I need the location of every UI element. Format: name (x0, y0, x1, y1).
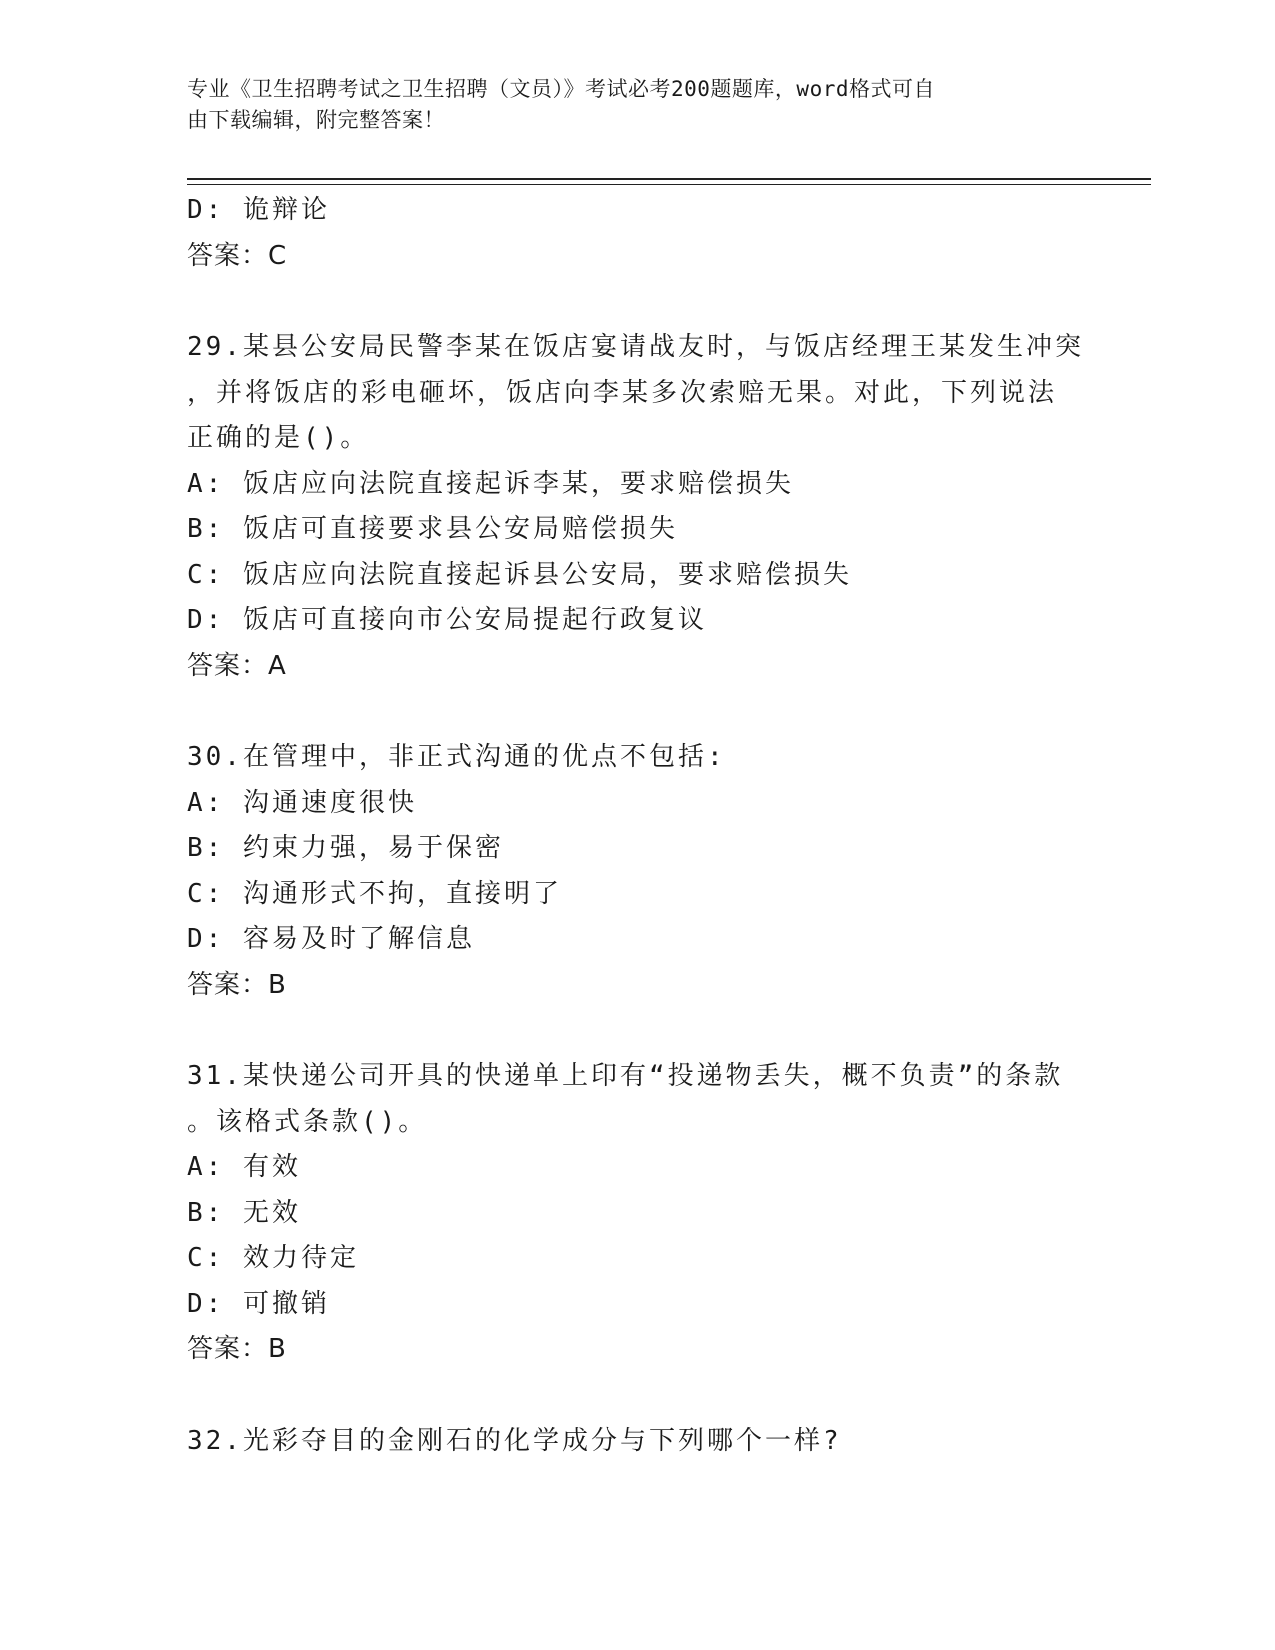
question-29-stem-1: 29.某县公安局民警李某在饭店宴请战友时，与饭店经理王某发生冲突 (187, 332, 1084, 362)
question-31-option-d: D: 可撤销 (187, 1288, 330, 1319)
question-29-option-c: C: 饭店应向法院直接起诉县公安局，要求赔偿损失 (187, 559, 852, 590)
question-29-stem-2: ，并将饭店的彩电砸坏，饭店向李某多次索赔无果。对此，下列说法 (187, 377, 1058, 408)
question-29-answer: 答案：A (187, 650, 287, 681)
question-31-option-a: A: 有效 (187, 1152, 301, 1182)
header-line-2: 由下载编辑，附完整答案！ (187, 108, 445, 132)
question-32 (187, 1419, 1087, 1465)
header-line-1: 专业《卫生招聘考试之卫生招聘（文员）》考试必考200题题库，word格式可自 (187, 77, 935, 101)
question-31-stem-1: 31.某快递公司开具的快递单上印有“投递物丢失，概不负责”的条款 (187, 1061, 1064, 1091)
question-31-stem-2: 。该格式条款()。 (187, 1106, 428, 1137)
question-30-option-a: A: 沟通速度很快 (187, 787, 417, 818)
question-30-stem-1: 30.在管理中，非正式沟通的优点不包括: (187, 742, 726, 772)
question-31 (187, 1054, 1087, 1373)
prev-option-d: D: 诡辩论 (187, 195, 330, 225)
spacer (187, 1373, 1087, 1419)
document-header (187, 74, 1067, 136)
question-32-stem-1: 32.光彩夺目的金刚石的化学成分与下列哪个一样? (187, 1425, 842, 1456)
spacer (187, 689, 1087, 735)
question-30-option-d: D: 容易及时了解信息 (187, 924, 475, 954)
question-30-option-c: C: 沟通形式不拘，直接明了 (187, 878, 562, 909)
question-29 (187, 325, 1087, 689)
question-31-option-b: B: 无效 (187, 1197, 301, 1228)
question-30-answer: 答案：B (187, 969, 287, 1000)
question-29-option-a: A: 饭店应向法院直接起诉李某，要求赔偿损失 (187, 468, 794, 499)
spacer (187, 279, 1087, 325)
question-29-stem-3: 正确的是()。 (187, 423, 370, 453)
question-30-option-b: B: 约束力强，易于保密 (187, 833, 504, 863)
spacer (187, 1008, 1087, 1054)
question-29-option-d: D: 饭店可直接向市公安局提起行政复议 (187, 605, 707, 635)
header-divider-thin (187, 184, 1151, 185)
question-list (187, 188, 1087, 1464)
question-30 (187, 735, 1087, 1008)
question-29-option-b: B: 饭店可直接要求县公安局赔偿损失 (187, 514, 678, 544)
header-divider-thick (187, 178, 1151, 180)
question-31-option-c: C: 效力待定 (187, 1243, 359, 1273)
question-31-answer: 答案：B (187, 1334, 287, 1364)
prev-answer: 答案：C (187, 240, 288, 271)
